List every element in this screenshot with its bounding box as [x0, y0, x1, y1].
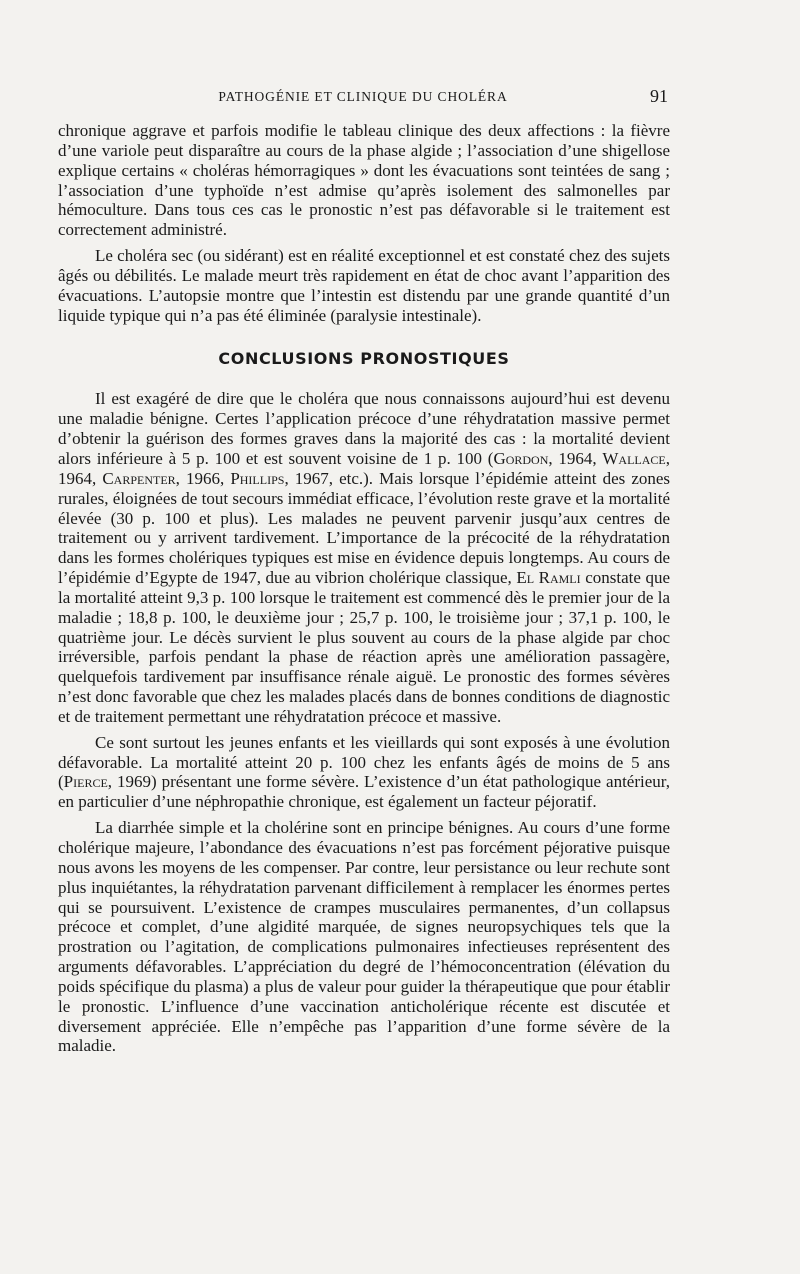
paragraph-facteurs-pronostiques: La diarrhée simple et la cholérine sont en principe bénignes. Au cours d’une forme cholérique majeure, l’abondance des évacuations n’est pas forcément péjorative puisque nous avons les moyens de les compenser. Par contre, leur persistance ou leur rechute sont plus inquiétantes, la réhydratation parvenant difficilement à remplacer les énormes pertes qui se poursuivent. L’existence de crampes musculaires permanentes, d’un collapsus précoce et complet, d’une algidité marquée, de signes neuropsychiques tels que la prostration ou l’agitation, de complications pulmonaires infectieuses représentent des arguments défavorables. L’appréciation du degré de l’hémoconcentration (élévation du poids spécifique du plasma) a plus de valeur pour guider la thérapeutique que pour établir le pronostic. L’influence d’une vaccination anticholérique récente est discutée et diversement appréciée. Elle n’empêche pas l’apparition d’une forme sévère de la maladie.: [58, 818, 670, 1056]
paragraph-cholera-sec: Le choléra sec (ou sidérant) est en réalité exceptionnel et est constaté chez des sujets âgés ou débilités. Le malade meurt très rapidement en état de choc avant l’apparition des évacuations. L’autopsie montre que l’intestin est distendu par une grande quantité d’un liquide typique qui n’a pas été éliminée (paralysie intestinale).: [58, 246, 670, 325]
author-citation: Phillips: [230, 468, 285, 488]
page-number: 91: [650, 86, 668, 106]
author-citation: Wallace: [602, 448, 666, 468]
author-citation: Gordon: [493, 448, 549, 468]
paragraph-sujets-exposes: Ce sont surtout les jeunes enfants et les vieillards qui sont exposés à une évolution défavorable. La mortalité atteint 20 p. 100 chez les enfants âgés de moins de 5 ans (Pierce, 1969) présentant une forme sévère. L’existence d’un état pathologique antérieur, en particulier d’une néphropathie chronique, est également un facteur péjoratif.: [58, 732, 670, 812]
running-head: [58, 86, 668, 108]
section-heading: CONCLUSIONS PRONOSTIQUES: [218, 349, 510, 369]
author-citation: El Ramli: [516, 568, 581, 588]
author-citation: Carpenter: [102, 468, 176, 488]
running-title: PATHOGÉNIE ET CLINIQUE DU CHOLÉRA: [218, 89, 508, 104]
paragraph-continuation: chronique aggrave et parfois modifie le tableau clinique des deux affections : la fièvre d’une variole peut disparaître au cours de la phase algide ; l’association d’une shigellose explique certains « choléras hémorragiques » dont les évacuations sont teintées de sang ; l’association d’une typhoïde n’est admise qu’après isolement des salmonelles par hémoculture. Dans tous ces cas le pronostic n’est pas défavorable si le traitement est correctement administré.: [58, 121, 670, 240]
body-text: [58, 121, 670, 1056]
paragraph-pronostic-mortalite: Il est exagéré de dire que le choléra que nous connaissons aujourd’hui est devenu une maladie bénigne. Certes l’application précoce d’une réhydratation massive permet d’obtenir la guérison des formes graves dans la majorité des cas : la mortalité devient alors inférieure à 5 p. 100 et est souvent voisine de 1 p. 100 (Gordon, 1964, Wallace, 1964, Carpenter, 1966, Phillips, 1967, etc.). Mais lorsque l’épidémie atteint des zones rurales, éloignées de tout secours immédiat efficace, l’évolution reste grave et la mortalité élevée (30 p. 100 et plus). Les malades ne peuvent parvenir jusqu’aux centres de traitement ou y arrivent tardivement. L’importance de la précocité de la réhydratation dans les formes cholériques typiques est mise en évidence depuis longtemps. Au cours de l’épidémie d’Egypte de 1947, due au vibrion cholérique classique, El Ramli constate que la mortalité atteint 9,3 p. 100 lorsque le traitement est commencé dès le premier jour de la maladie ; 18,8 p. 100, le deuxième jour ; 25,7 p. 100, le troisième jour ; 37,1 p. 100, le quatrième jour. Le décès survient le plus souvent au cours de la phase algide par choc irréversible, parfois pendant la phase de réaction après une amélioration passagère, quelquefois tardivement par insuffisance rénale aiguë. Le pronostic des formes sévères n’est donc favorable que chez les malades placés dans de bonnes conditions de diagnostic et de traitement permettant une réhydratation précoce et massive.: [58, 389, 671, 726]
author-citation: Pierce: [63, 772, 108, 792]
